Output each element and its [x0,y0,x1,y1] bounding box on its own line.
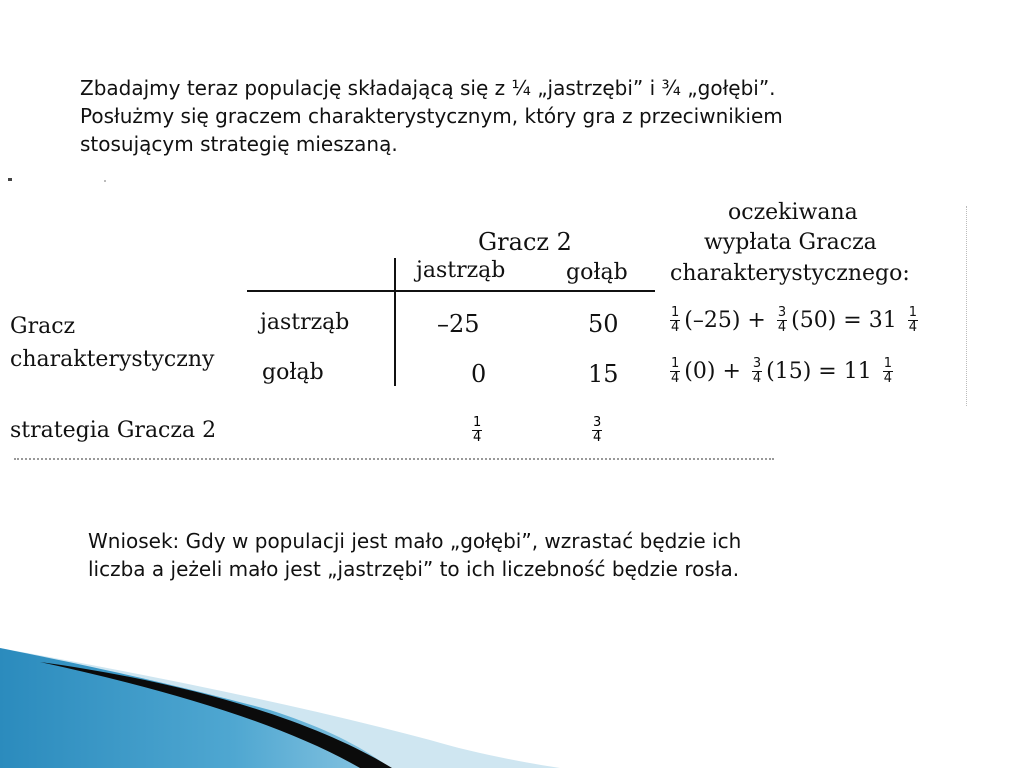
fraction-numerator: 1 [883,356,893,371]
expected-payoff-heading-2: wypłata Gracza [704,230,877,255]
cell-hawk-hawk: –25 [437,310,480,338]
cell-hawk-dove: 50 [588,310,619,338]
row-label-hawk: jastrząb [260,310,350,335]
row-group-label-2: charakterystyczny [10,347,215,372]
cell-dove-hawk: 0 [471,360,487,388]
expected-payoff-heading-3: charakterystycznego: [670,261,910,286]
intro-line-3: stosującym strategię mieszaną. [80,132,398,156]
fraction-denominator: 4 [883,371,893,386]
row-group-label-1: Gracz [10,314,76,339]
fraction-denominator: 4 [671,371,680,386]
fraction-denominator: 4 [752,371,762,386]
fraction-numerator: 1 [671,356,680,371]
fraction-numerator: 1 [908,305,918,320]
fraction-denominator: 4 [777,320,787,335]
fraction-numerator: 3 [593,415,602,430]
fraction-numerator: 1 [473,415,482,430]
expression-part: (15) = 11 [766,359,872,384]
intro-line-2: Posłużmy się graczem charakterystycznym, który gra z przeciwnikiem [80,104,783,128]
fraction-denominator: 4 [593,430,602,445]
fraction-numerator: 3 [752,356,762,371]
intro-line-1: Zbadajmy teraz populację składającą się z ¼ „jastrzębi” i ¾ „gołębi”. [80,76,776,100]
expected-payoff-heading-1: oczekiwana [728,200,858,225]
column-header-dove: gołąb [566,260,628,285]
fraction-denominator: 4 [908,320,918,335]
row-label-dove: gołąb [262,360,324,385]
expression-part: (–25) + [684,308,766,333]
fraction-denominator: 4 [473,430,482,445]
conclusion-line-2: liczba a jeżeli mało jest „jastrzębi” to ich liczebność będzie rosła. [88,557,740,581]
column-header-hawk: jastrząb [416,258,506,283]
conclusion-line-1: Wniosek: Gdy w populacji jest mało „gołębi”, wzrastać będzie ich [88,529,742,553]
column-group-label: Gracz 2 [478,228,572,256]
fraction-denominator: 4 [671,320,680,335]
strategy-label: strategia Gracza 2 [10,418,217,443]
fraction-numerator: 3 [777,305,787,320]
expression-part: (0) + [684,359,741,384]
expression-part: (50) = 31 [791,308,897,333]
fraction-numerator: 1 [671,305,680,320]
cell-dove-dove: 15 [588,360,619,388]
